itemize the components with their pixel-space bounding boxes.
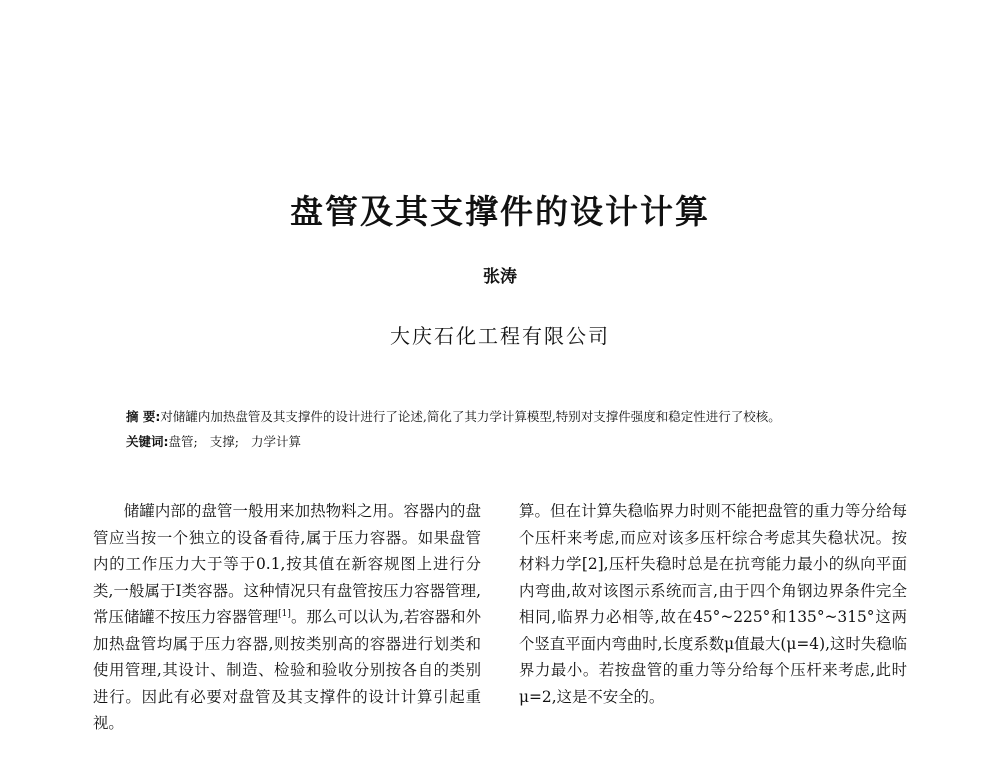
affiliation: 大庆石化工程有限公司 <box>390 324 610 348</box>
keyword: 力学计算 <box>250 434 301 449</box>
keyword: 支撑; <box>209 434 239 449</box>
abstract <box>126 404 880 429</box>
body-text: 。那么可以认为,若容器和外加热盘管均属于压力容器,则按类别高的容器进行划类和使用管理,其设计、制造、检验和验收分别按各自的类别进行。因此有必要对盘管及其支撑件的设计计算引起重视。 <box>93 608 481 732</box>
author: 张涛 <box>483 267 517 287</box>
keywords <box>126 429 880 454</box>
body-column-left <box>93 498 481 737</box>
abstract-text: 对储罐内加热盘管及其支撑件的设计进行了论述,简化了其力学计算模型,特别对支撑件强度和稳定性进行了校核。 <box>160 409 781 424</box>
abstract-block <box>126 404 880 454</box>
citation: [1] <box>278 608 291 619</box>
body-column-right <box>519 498 907 710</box>
body-paragraph <box>93 498 481 737</box>
abstract-label: 摘 要: <box>126 409 161 424</box>
keyword: 盘管; <box>168 434 198 449</box>
paper-title: 盘管及其支撑件的设计计算 <box>290 192 710 231</box>
keywords-label: 关键词: <box>126 434 169 449</box>
body-text: 储罐内部的盘管一般用来加热物料之用。容器内的盘管应当按一个独立的设备看待,属于压力容器。如果盘管内的工作压力大于等于0.1,按其值在新容规图上进行分类,一般属于Ⅰ类容器。这种情况只有盘管按压力容器管理,常压储罐不按压力容器管理 <box>93 502 481 626</box>
body-paragraph: 算。但在计算失稳临界力时则不能把盘管的重力等分给每个压杆来考虑,而应对该多压杆综合考虑其失稳状况。按材料力学[2],压杆失稳时总是在抗弯能力最小的纵向平面内弯曲,故对该图示系统而言,由于四个角钢边界条件完全相同,临界力必相等,故在45°~225°和135°~315°这两个竖直平面内弯曲时,长度系数μ值最大(μ=4),这时失稳临界力最小。若按盘管的重力等分给每个压杆来考虑,此时μ=2,这是不安全的。 <box>519 502 907 706</box>
